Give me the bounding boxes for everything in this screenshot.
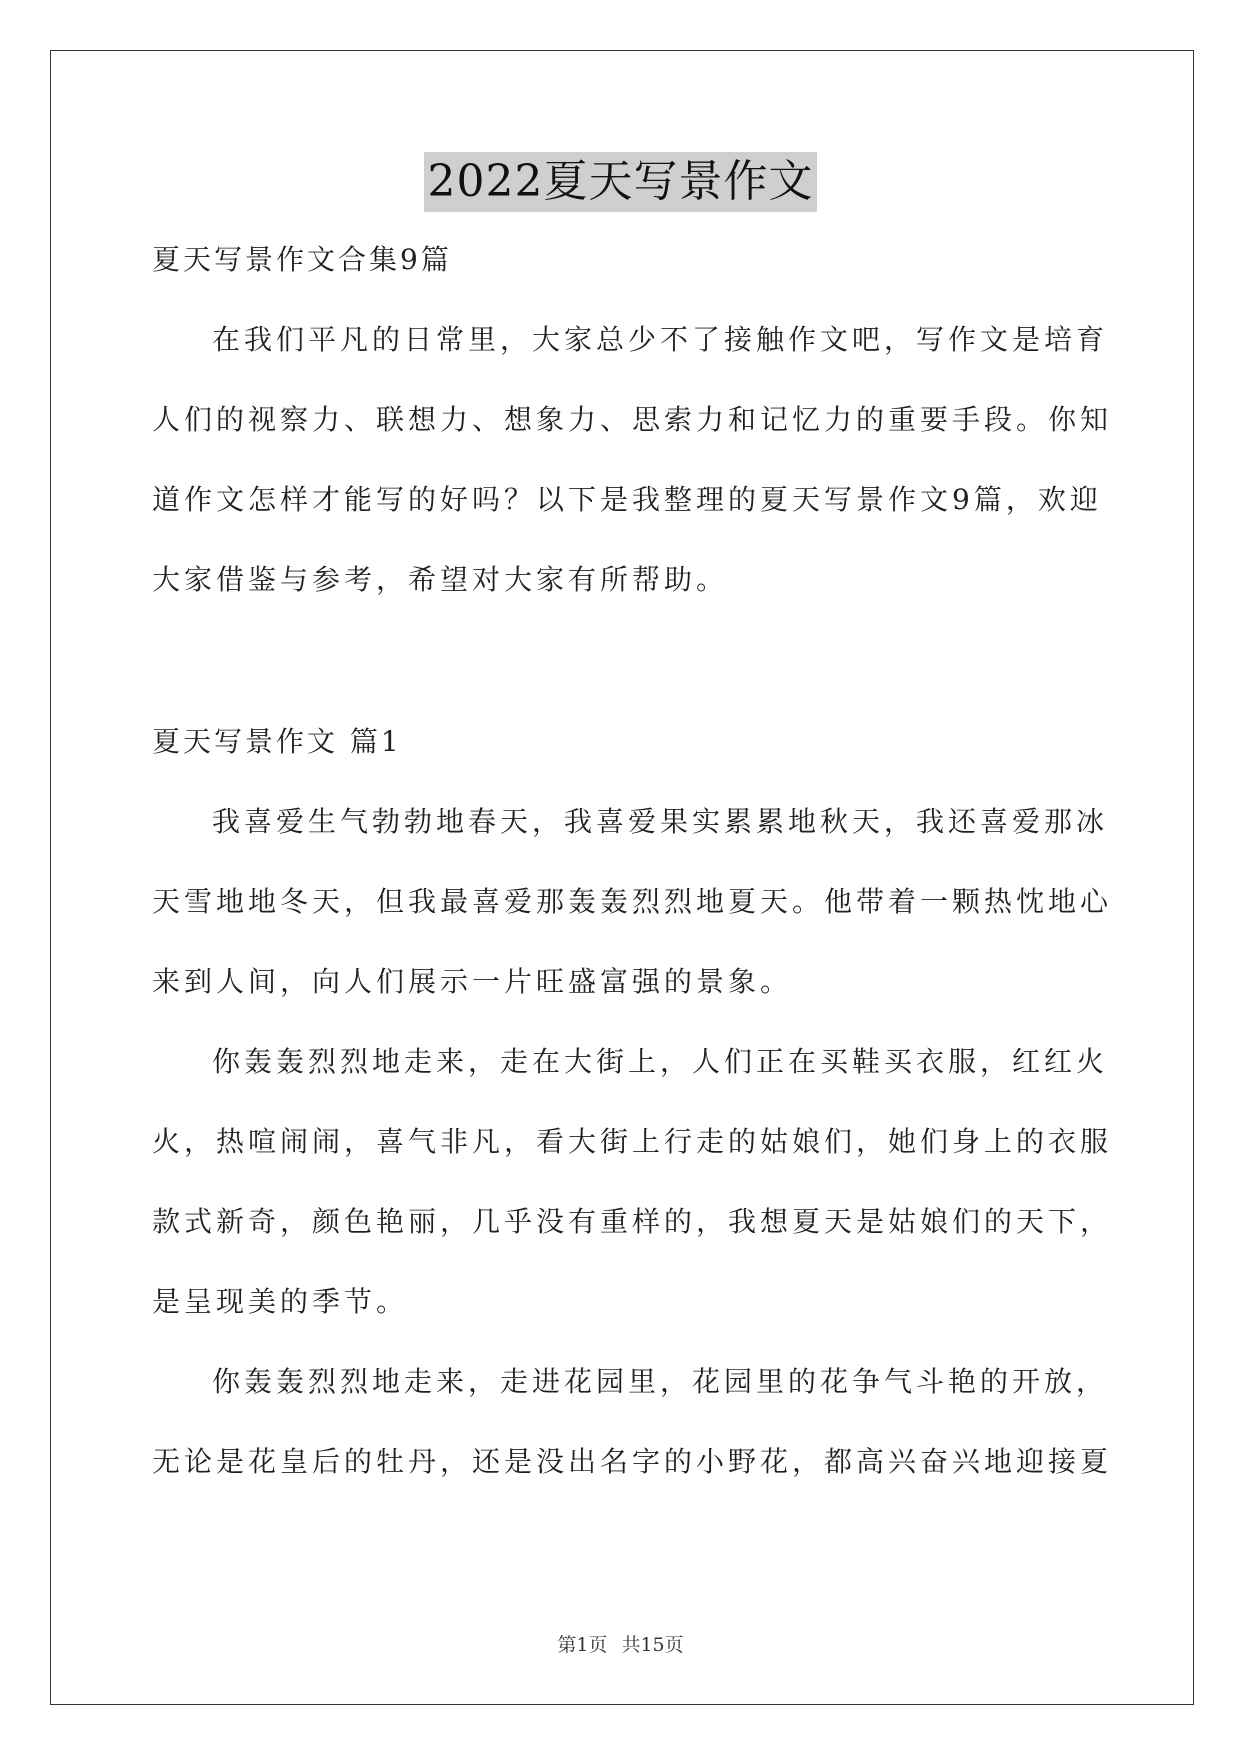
page-total: 共15页 [621, 1634, 684, 1656]
intro-line: 人们的视察力、联想力、想象力、思索力和记忆力的重要手段。你知 [152, 403, 1113, 436]
collection-subtitle: 夏天写景作文合集9篇 [152, 243, 452, 276]
paragraph-line: 无论是花皇后的牡丹，还是没出名字的小野花，都高兴奋兴地迎接夏 [152, 1445, 1113, 1478]
intro-line: 在我们平凡的日常里，大家总少不了接触作文吧，写作文是培育 [212, 323, 1109, 356]
paragraph-line: 你轰轰烈烈地走来，走进花园里，花园里的花争气斗艳的开放， [212, 1365, 1109, 1398]
paragraph-line: 火，热喧闹闹，喜气非凡，看大街上行走的姑娘们，她们身上的衣服 [152, 1125, 1113, 1158]
title-wrap [0, 152, 1241, 212]
paragraph-line: 你轰轰烈烈地走来，走在大街上，人们正在买鞋买衣服，红红火 [212, 1045, 1109, 1078]
intro-line: 道作文怎样才能写的好吗？以下是我整理的夏天写景作文9篇，欢迎 [152, 483, 1102, 516]
page-number: 第1页 [557, 1634, 608, 1656]
paragraph-line: 款式新奇，颜色艳丽，几乎没有重样的，我想夏天是姑娘们的天下， [152, 1205, 1113, 1238]
page-footer [0, 1630, 1241, 1657]
paragraph-line: 天雪地地冬天，但我最喜爱那轰轰烈烈地夏天。他带着一颗热忱地心 [152, 885, 1113, 918]
paragraph-line: 是呈现美的季节。 [152, 1285, 409, 1318]
intro-line: 大家借鉴与参考，希望对大家有所帮助。 [152, 563, 729, 596]
paragraph-line: 来到人间，向人们展示一片旺盛富强的景象。 [152, 965, 793, 998]
section-heading: 夏天写景作文 篇1 [152, 725, 402, 758]
document-title: 2022夏天写景作文 [424, 152, 818, 212]
paragraph-line: 我喜爱生气勃勃地春天，我喜爱果实累累地秋天，我还喜爱那冰 [212, 805, 1109, 838]
